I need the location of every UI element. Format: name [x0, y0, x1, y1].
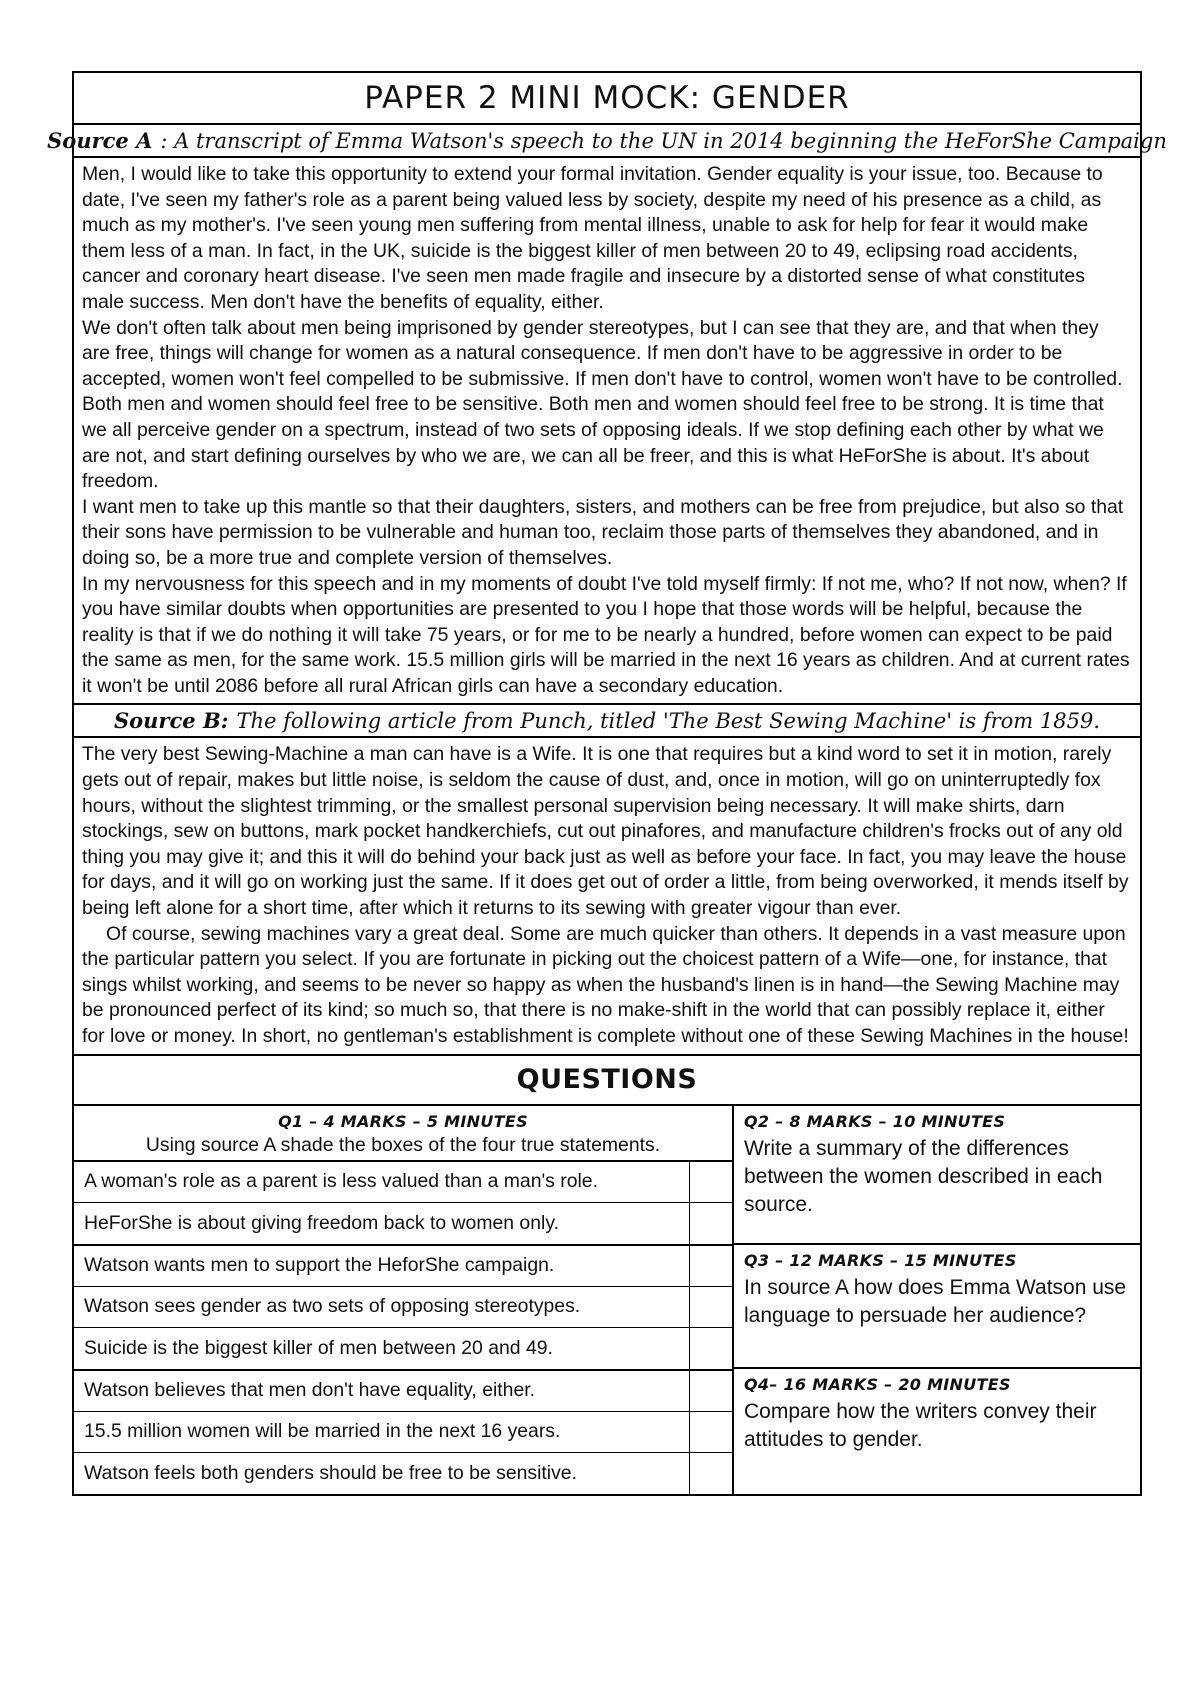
answer-box[interactable]	[690, 1371, 732, 1411]
statement-row	[74, 1328, 732, 1369]
statement-text: Watson sees gender as two sets of opposing stereotypes.	[74, 1287, 690, 1327]
statement-group	[74, 1162, 732, 1246]
page-title: PAPER 2 MINI MOCK: GENDER	[74, 73, 1140, 125]
questions-right-panel	[734, 1106, 1140, 1494]
q3-text: In source A how does Emma Watson use language to persuade her audience?	[744, 1275, 1127, 1327]
q3-label: Q3 – 12 MARKS – 15 MINUTES	[744, 1250, 1017, 1270]
questions-title: QUESTIONS	[74, 1056, 1140, 1106]
q1-label: Q1 – 4 MARKS – 5 MINUTES	[278, 1111, 528, 1131]
source-b-label: Source B:	[113, 708, 229, 734]
q2-text: Write a summary of the differences between the women described in each source.	[744, 1136, 1103, 1216]
source-b-paragraph: The very best Sewing-Machine a man can have is a Wife. It is one that requires but a kind word to set it in motion, rarely gets out of repair, makes but little noise, is seldom the cause of dust, and, once in motion, will go on uninterruptedly fox hours, without the slightest trimming, or the smallest personal supervision being necessary. It will make shirts, darn stockings, sew on buttons, mark pocket handkerchiefs, cut out pinafores, and manufacture children's frocks out of any old thing you may give it; and this it will do behind your back just as well as before your face. In fact, you may leave the house for days, and it will go on working just the same. If it does get out of order a little, from being overworked, it mends itself by being left alone for a short time, after which it returns to its sewing with greater vigour than ever.	[82, 743, 1129, 920]
statement-row	[74, 1246, 732, 1287]
statement-text: A woman's role as a parent is less valued than a man's role.	[74, 1162, 690, 1202]
questions-grid	[74, 1106, 1140, 1494]
statement-group	[74, 1246, 732, 1371]
statement-row	[74, 1162, 732, 1203]
source-a-paragraph: In my nervousness for this speech and in my moments of doubt I've told myself firmly: If not me, who? If not now, when? If you have similar doubts when opportunities are presented to you I hope that those words will be helpful, because the reality is that if we do nothing it will take 75 years, or for me to be nearly a hundred, before women can expect to be paid the same as men, for the same work. 15.5 million girls will be married in the next 16 years as children. And at current rates it won't be until 2086 before all rural African girls can have a secondary education.	[82, 572, 1130, 697]
source-a-heading	[47, 125, 1167, 158]
q2-label: Q2 – 8 MARKS – 10 MINUTES	[744, 1111, 1006, 1131]
answer-box[interactable]	[690, 1287, 732, 1327]
q4-text: Compare how the writers convey their attitudes to gender.	[744, 1399, 1097, 1451]
statement-text: Watson wants men to support the HeforShe campaign.	[74, 1246, 690, 1286]
statement-row	[74, 1371, 732, 1412]
source-a-paragraph: Both men and women should feel free to be sensitive. Both men and women should feel free to be strong. It is time that we all perceive gender on a spectrum, instead of two sets of opposing ideals. If we stop defining each other by what we are not, and start defining ourselves by who we are, we can all be freer, and this is what HeForShe is about. It's about freedom.	[82, 393, 1104, 493]
statement-text: Suicide is the biggest killer of men between 20 and 49.	[74, 1328, 690, 1369]
source-a-paragraph: I want men to take up this mantle so that their daughters, sisters, and mothers can be free from prejudice, but also so that their sons have permission to be vulnerable and human too, reclaim those parts of themselves they abandoned, and in doing so, be a more true and complete version of themselves.	[82, 495, 1124, 569]
statement-text: 15.5 million women will be married in the next 16 years.	[74, 1412, 690, 1452]
answer-box[interactable]	[690, 1162, 732, 1202]
q3-cell	[734, 1245, 1140, 1369]
source-b-description: The following article from Punch, titled 'The Best Sewing Machine' is from 1859.	[236, 708, 1100, 733]
answer-box[interactable]	[690, 1203, 732, 1244]
worksheet	[47, 71, 1167, 1496]
source-a-text	[74, 158, 1140, 705]
statement-group	[74, 1371, 732, 1494]
q1-header	[74, 1106, 732, 1162]
statement-text: Watson believes that men don't have equality, either.	[74, 1371, 690, 1411]
statement-row	[74, 1412, 732, 1453]
q1-panel	[74, 1106, 734, 1494]
answer-box[interactable]	[690, 1246, 732, 1286]
q4-label: Q4– 16 MARKS – 20 MINUTES	[744, 1374, 1011, 1394]
answer-box[interactable]	[690, 1453, 732, 1494]
statement-text: HeForShe is about giving freedom back to women only.	[74, 1203, 690, 1244]
q1-instruction: Using source A shade the boxes of the four true statements.	[145, 1133, 661, 1156]
q4-cell	[734, 1369, 1140, 1493]
answer-box[interactable]	[690, 1412, 732, 1452]
source-b-heading	[74, 705, 1140, 738]
source-b-text	[74, 738, 1140, 1055]
source-a-label: Source A	[47, 128, 153, 153]
statement-row	[74, 1453, 732, 1494]
statement-row	[74, 1287, 732, 1328]
source-a-paragraph: Men, I would like to take this opportunity to extend your formal invitation. Gender equality is your issue, too. Because to date, I've seen my father's role as a parent being valued less by society, despite my need of his presence as a child, as much as my mother's. I've seen young men suffering from mental illness, unable to ask for help for fear it would make them less of a man. In fact, in the UK, suicide is the biggest killer of men between 20 to 49, eclipsing road accidents, cancer and coronary heart disease. I've seen men made fragile and insecure by a distorted sense of what constitutes male success. Men don't have the benefits of equality, either.	[82, 163, 1103, 313]
source-a-description: : A transcript of Emma Watson's speech to the UN in 2014 beginning the HeForShe Campaign	[160, 128, 1167, 153]
source-b-paragraph: Of course, sewing machines vary a great deal. Some are much quicker than others. It depends in a vast measure upon the particular pattern you select. If you are fortunate in picking out the choicest pattern of a Wife—one, for instance, that sings whilst working, and seems to be never so happy as when the husband's linen is in hand—the Sewing Machine may be pronounced perfect of its kind; so much so, that there is no make-shift in the world that can possibly replace it, either for love or money. In short, no gentleman's establishment is complete without one of these Sewing Machines in the house!	[82, 922, 1129, 1047]
q2-cell	[734, 1106, 1140, 1245]
answer-box[interactable]	[690, 1328, 732, 1369]
statement-text: Watson feels both genders should be free to be sensitive.	[74, 1453, 690, 1494]
source-a-paragraph: We don't often talk about men being imprisoned by gender stereotypes, but I can see that they are, and that when they are free, things will change for women as a natural consequence. If men don't have to be aggressive in order to be accepted, women won't feel compelled to be submissive. If men don't have to control, women won't have to be controlled.	[82, 316, 1123, 390]
statement-row	[74, 1203, 732, 1244]
